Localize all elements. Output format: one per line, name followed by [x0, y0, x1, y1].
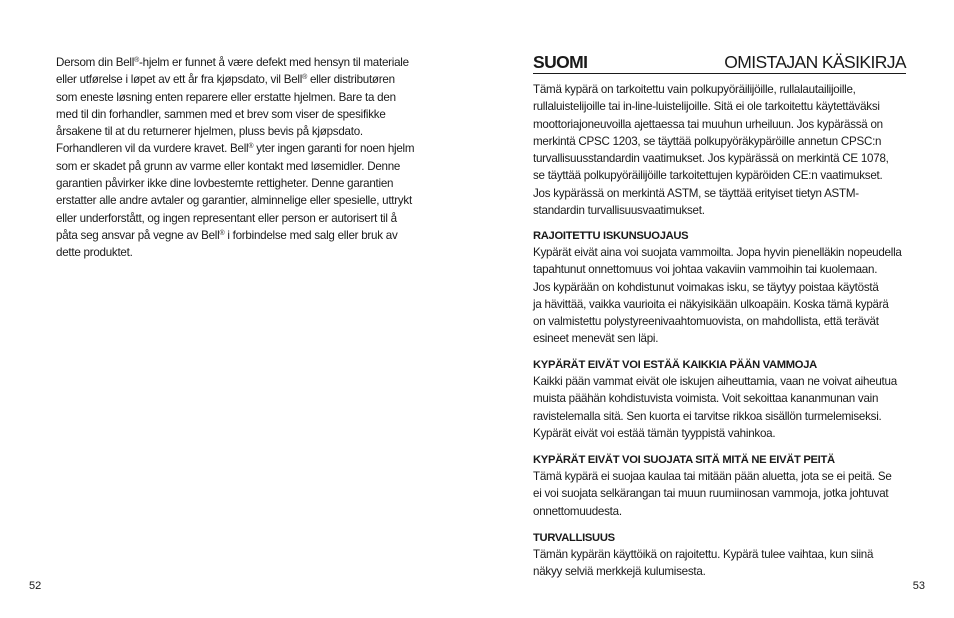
text-line: tapahtunut onnettomuus voi johtaa vakaviin vammoihin tai kuolemaan. [533, 263, 878, 277]
section-paragraph [533, 468, 911, 520]
registered-mark: ® [302, 74, 307, 82]
text-line: se täyttää polkupyöräilijöille tarkoitettujen kypäröiden CE:n vaatimukset. [533, 169, 883, 183]
text-line: Kypärät eivät voi estää tämän tyyppistä vahinkoa. [533, 426, 776, 440]
text-line: årsakene til at du returnerer hjelmen, pluss bevis på kjøpsdato. [56, 125, 363, 139]
text-line: onnettomuudesta. [533, 504, 622, 518]
section-heading: TURVALLISUUS [533, 532, 615, 544]
registered-mark: ® [134, 57, 140, 64]
text-line: med til din forhandler, sammen med et brev som viser de spesifikke [56, 107, 386, 121]
registered-mark: ® [219, 229, 225, 237]
text-line: som er skadet på grunn av varme eller kontakt med løsemidler. Denne [56, 159, 401, 173]
text-line: yter ingen garanti for noen hjelm [253, 142, 415, 156]
registered-mark: ® [248, 143, 254, 151]
page-number-right: 53 [912, 580, 925, 592]
section-paragraph [533, 546, 911, 581]
text-line: moottoriajoneuvoilla ajettaessa tai muuhun urheiluun. Jos kypärässä on [533, 117, 883, 131]
text-line: dette produktet. [56, 246, 133, 260]
text-line: ja hävittää, vaikka vaurioita ei näkyisikään ulkoapäin. Koska tämä kypärä [533, 297, 889, 311]
text-line: påta seg ansvar på vegne av Bell [56, 228, 220, 242]
text-line: Dersom din Bell [56, 56, 135, 69]
language-heading: SUOMI [533, 52, 588, 72]
text-line: Kaikki pään vammat eivät ole iskujen aiheuttamia, vaan ne voivat aiheutua [533, 375, 897, 388]
text-line: näkyy selviä merkkejä kulumisesta. [533, 565, 706, 579]
text-line: muista päähän kohdistuvista voimista. Voit sekoittaa kananmunan vain [533, 392, 879, 406]
text-line: turvallisuusstandardin vaatimukset. Jos kypärässä on merkintä CE 1078, [533, 152, 889, 166]
manual-title: OMISTAJAN KÄSIKIRJA [724, 52, 906, 72]
text-line: on valmistettu polystyreenivaahtomuovista, on mahdollista, että terävät [533, 315, 879, 329]
text-line: ravistelemalla sitä. Sen kuorta ei tarvitse rikkoa sisällön turmelemiseksi. [533, 409, 882, 423]
text-line: Forhandleren vil da vurdere kravet. Bell [56, 142, 249, 156]
text-line: Jos kypärään on kohdistunut voimakas isku, se täytyy poistaa käytöstä [533, 280, 879, 294]
text-line: merkintä CPSC 1203, se täyttää polkupyöräkypäröille annetun CPSC:n [533, 134, 882, 148]
text-line: Kypärät eivät aina voi suojata vammoilta. Jopa hyvin pienelläkin nopeudella [533, 246, 902, 259]
text-line: Tämä kypärä on tarkoitettu vain polkupyöräilijöille, rullalautailijoille, [533, 83, 856, 96]
section-heading: KYPÄRÄT EIVÄT VOI SUOJATA SITÄ MITÄ NE EIVÄT PEITÄ [533, 454, 835, 466]
text-line: Tämä kypärä ei suojaa kaulaa tai mitään pään aluetta, jota se ei peitä. Se [533, 470, 892, 483]
text-line: -hjelm er funnet å være defekt med hensyn til materiale [139, 56, 409, 69]
text-line: esineet menevät sen läpi. [533, 332, 659, 346]
text-line: standardin turvallisuusvaatimukset. [533, 204, 705, 218]
page-number-left: 52 [29, 580, 42, 592]
text-line: i forbindelse med salg eller bruk av [224, 228, 398, 242]
page-header [533, 51, 906, 74]
text-line: eller utførelse i løpet av ett år fra kjøpsdato, vil Bell [56, 73, 303, 87]
text-line: rullaluistelijoille tai in-line-luistelijoille. Sitä ei ole tarkoitettu käytettäväksi [533, 100, 880, 114]
text-line: Tämän kypärän käyttöikä on rajoitettu. Kypärä tulee vaihtaa, kun siinä [533, 548, 874, 561]
text-line: eller underforstått, og ingen representant eller person er autorisert til å [56, 211, 397, 225]
intro-paragraph [533, 81, 911, 219]
right-page [477, 0, 954, 618]
section-heading: RAJOITETTU ISKUNSUOJAUS [533, 230, 689, 242]
text-line: som eneste løsning enten reparere eller erstatte hjelmen. Bare ta den [56, 90, 396, 104]
text-line: Jos kypärässä on merkintä ASTM, se täyttää erityiset tietyn ASTM- [533, 186, 859, 200]
section-paragraph [533, 244, 911, 348]
text-line: garantien påvirker ikke dine lovbestemte rettigheter. Denne garantien [56, 177, 394, 191]
section-paragraph [533, 373, 911, 442]
text-line: erstatter alle andre avtaler og garantier, alminnelige eller spesielle, uttrykt [56, 194, 412, 208]
warranty-paragraph [56, 54, 428, 262]
section-heading: KYPÄRÄT EIVÄT VOI ESTÄÄ KAIKKIA PÄÄN VAMMOJA [533, 359, 817, 371]
text-line: ei voi suojata selkärangan tai muun ruumiinosan vammoja, jotka johtuvat [533, 487, 889, 501]
text-line: eller distributøren [306, 73, 395, 87]
